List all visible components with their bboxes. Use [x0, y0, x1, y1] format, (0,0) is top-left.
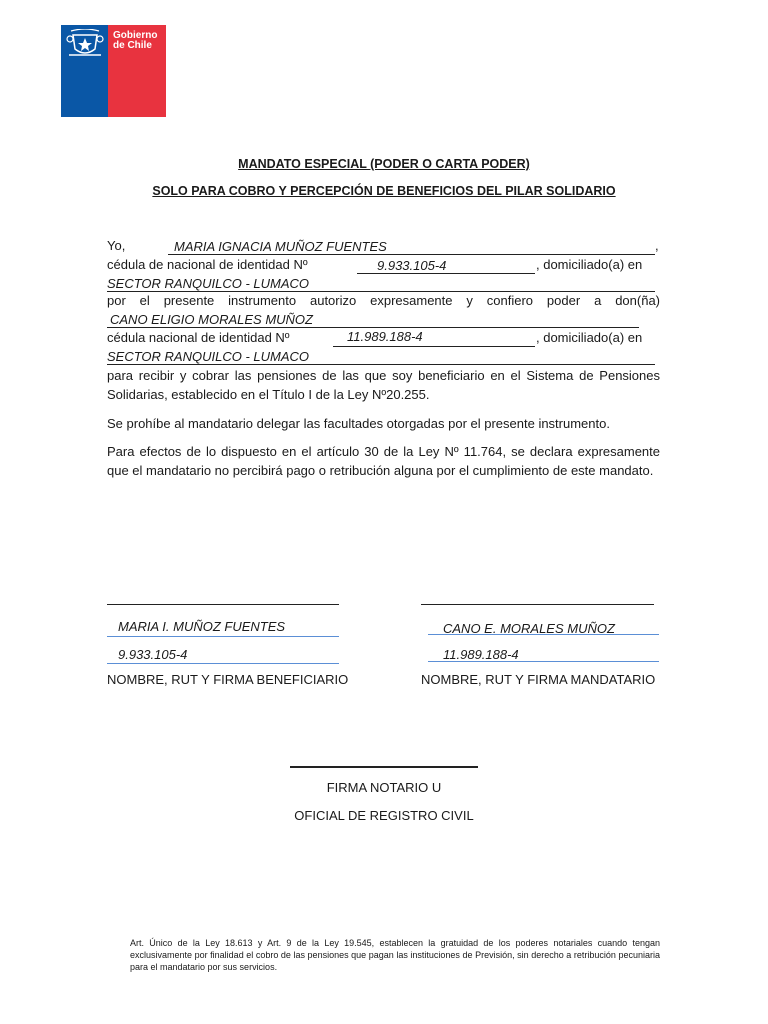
payment-paragraph: Para efectos de lo dispuesto en el artículo 30 de la Ley Nº 11.764, se declara expresamente que el mandatario no percibirá pago o retribución alguna por el cumplimiento de este mandato.	[107, 444, 660, 478]
prohibition-paragraph: Se prohíbe al mandatario delegar las facultades otorgadas por el presente instrumento.	[107, 416, 610, 431]
domiciliado-label-2: , domiciliado(a) en	[536, 330, 643, 345]
signature-mandatary-rut: 11.989.188-4	[443, 647, 519, 662]
signature-beneficiary-name: MARIA I. MUÑOZ FUENTES	[118, 619, 286, 634]
signature-mandatary-name: CANO E. MORALES MUÑOZ	[443, 621, 615, 636]
gobierno-de-chile-logo	[61, 25, 166, 117]
cedula-label-2: cédula nacional de identidad Nº	[107, 330, 290, 345]
mandatary-name-underline	[428, 634, 659, 635]
beneficiary-name-underline	[107, 636, 339, 637]
mandatary-address-value: SECTOR RANQUILCO - LUMACO	[107, 349, 310, 364]
beneficiary-rut-value: 9.933.105-4	[377, 258, 447, 273]
purpose-paragraph: para recibir y cobrar las pensiones de las que soy beneficiario en el Sistema de Pensiones Solidarias, establecido en el Título I de la Ley Nº20.255.	[107, 368, 660, 402]
mandatary-rut-value: 11.989.188-4	[347, 329, 423, 344]
notary-label-line-1: FIRMA NOTARIO U	[326, 780, 442, 795]
beneficiary-signature-label: NOMBRE, RUT Y FIRMA BENEFICIARIO	[107, 672, 349, 687]
coat-of-arms-icon	[63, 29, 107, 59]
mandatary-rut-underline	[428, 661, 659, 662]
mandatary-rut-field	[333, 330, 535, 347]
document-subtitle: SOLO PARA COBRO Y PERCEPCIÓN DE BENEFICIOS DEL PILAR SOLIDARIO	[152, 184, 616, 198]
cedula-label: cédula de nacional de identidad Nº	[107, 257, 308, 272]
beneficiary-address-field	[107, 275, 655, 292]
logo-line-1: Gobierno	[113, 30, 158, 41]
yo-label: Yo,	[107, 238, 126, 253]
domiciliado-label: , domiciliado(a) en	[536, 257, 643, 272]
mandatary-name-field	[107, 311, 639, 328]
notary-signature-line	[290, 766, 478, 768]
autorizo-text: por el presente instrumento autorizo expresamente y confiero poder a don(ña)	[107, 293, 660, 308]
mandatary-signature-label: NOMBRE, RUT Y FIRMA MANDATARIO	[421, 672, 656, 687]
mandatary-address-field	[107, 348, 655, 365]
mandatary-name-value: CANO ELIGIO MORALES MUÑOZ	[110, 312, 313, 327]
beneficiary-name-value: MARIA IGNACIA MUÑOZ FUENTES	[174, 239, 387, 254]
notary-label-line-2: OFICIAL DE REGISTRO CIVIL	[294, 808, 474, 823]
logo-wordmark	[113, 31, 157, 51]
beneficiary-signature-line	[107, 604, 339, 605]
logo-line-2: de Chile	[113, 40, 152, 51]
beneficiary-rut-underline	[107, 663, 339, 664]
signature-beneficiary-rut: 9.933.105-4	[118, 647, 188, 662]
mandatary-signature-line	[421, 604, 654, 605]
legal-footnote: Art. Único de la Ley 18.613 y Art. 9 de la Ley 19.545, establecen la gratuidad de los poderes notariales cuando tengan exclusivamente por finalidad el cobro de las pensiones que pagan las instituciones de Previsión, sin derecho a retribución pecuniaria para el mandatario por sus servicios.	[130, 938, 660, 972]
document-title: MANDATO ESPECIAL (PODER O CARTA PODER)	[238, 157, 530, 171]
comma: ,	[655, 238, 659, 253]
beneficiary-rut-field	[357, 257, 535, 274]
beneficiary-name-field	[168, 238, 655, 255]
beneficiary-address-value: SECTOR RANQUILCO - LUMACO	[107, 276, 310, 291]
